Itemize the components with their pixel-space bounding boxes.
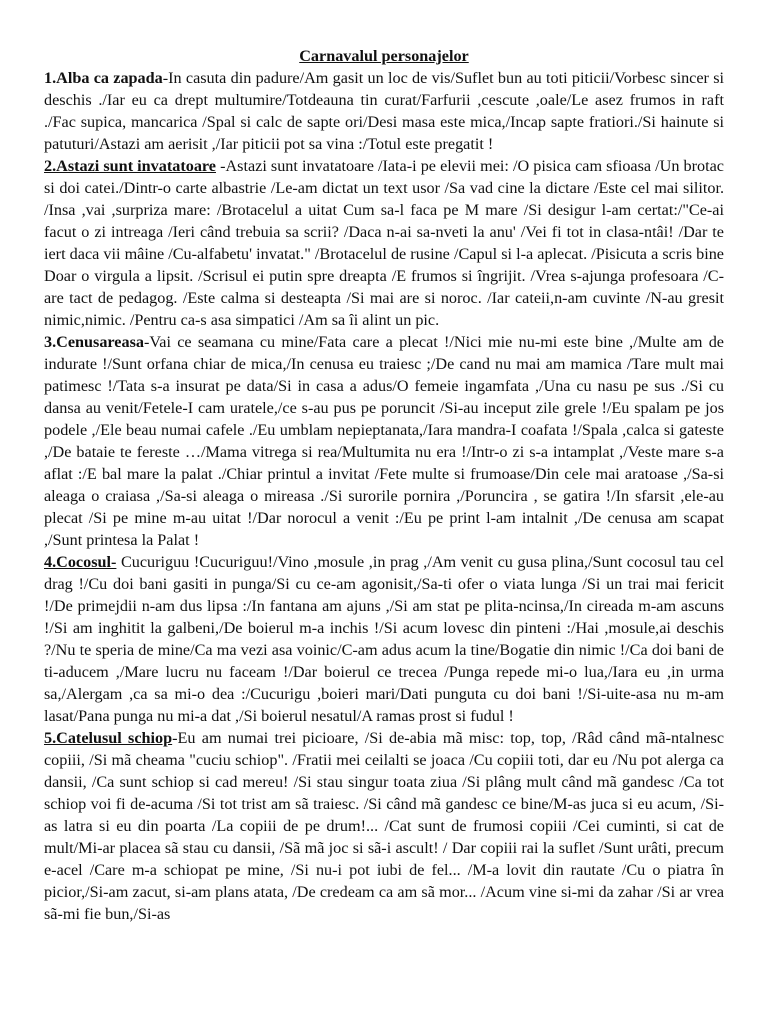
document-page: [44, 45, 724, 925]
section-astazi-sunt-invatatoare: [44, 155, 724, 331]
section-heading: 3.Cenusareasa: [44, 333, 144, 351]
section-heading: 1.Alba ca zapada: [44, 69, 163, 87]
section-text: Cucuriguu !Cucuriguu!/Vino ,mosule ,in prag ,/Am venit cu gusa plina,/Sunt cocosul tau cel drag !/Cu doi bani gasiti in punga/Si cu ce-am agonisit,/Sa-ti ofer o viata lunga /Si un trai mai fericit !/De primejdii n-am dus lipsa :/In fantana am ajuns ,/Si am stat pe plita-ncinsa,/In cireada m-am ascuns !/Si am inghitit la galbeni,/De boierul m-a inchis !/Si acum lovesc din pinteni :/Hai ,mosule,ai deschis ?/Nu te speria de mine/Ca ma vezi asa voinic/C-am adus acum la tine/Bogatie din nimic !/Ca doi bani de ti-aducem ,/Mare lucru nu faceam !/Dar boierul ce trecea /Punga repede mi-o lua,/Iara eu ,in urma sa,/Alergam ,ca sa mi-o dea :/Cucurigu ,boieri mari/Dati punguta cu doi bani !/Si-uite-asa nu m-am lasat/Pana punga nu mi-a dat ,/Si boierul nesatul/A ramas prost si fudul !: [44, 553, 724, 725]
section-heading: 2.Astazi sunt invatatoare: [44, 157, 216, 175]
section-text: -Eu am numai trei picioare, /Si de-abia mã misc: top, top, /Râd când mã-ntalnesc copiii, /Si mã cheama "cuciu schiop". /Fratii mei ceilalti se joaca /Cu copiii toti, dar eu /Nu pot alerga ca dansii, /Ca sunt schiop si cad mereu! /Si stau singur toata ziua /Si plâng mult când mã gandesc /Ca tot schiop voi fi de-acuma /Si tot trist am sã traiesc. /Si când mã gandesc ce bine/M-as juca si eu acum, /Si-as latra si eu din poarta /La copiii de pe drum!... /Cat sunt de frumosi copiii /Cei cuminti, si cat de mult/Mi-ar placea sã stau cu dansii, /Sã mã joc si sã-i ascult! / Dar copiii rai la suflet /Sunt urâti, precum e-acel /Care m-a schiopat pe mine, /Si nu-i pot iubi de fel... /M-a lovit din rautate /Cu o piatra în picior,/Si-am zacut, si-am plans atata, /De credeam ca am sã mor... /Acum vine si-mi da zahar /Si ar vrea sã-mi fie bun,/Si-as: [44, 729, 724, 923]
section-cenusareasa: [44, 331, 724, 551]
section-alba-ca-zapada: [44, 67, 724, 155]
section-heading: 5.Catelusul schiop: [44, 729, 173, 747]
section-cocosul: [44, 551, 724, 727]
section-text: -Vai ce seamana cu mine/Fata care a plecat !/Nici mie nu-mi este bine ,/Multe am de indurate !/Sunt orfana chiar de mica,/In cenusa eu traiesc ;/De cand nu mai am mamica /Tare mult mai patimesc !/Tata s-a insurat pe data/Si in casa a adus/O femeie ingamfata ,/Una cu nasu pe sus ./Si cu dansa au venit/Fetele-I cam uratele,/ce s-au pus pe poruncit /Si-au inceput zile grele !/Eu spalam pe jos podele ,/Ele beau numai cafele ./Eu umblam nepieptanata,/Iara mandra-I coafata !/Spala ,calca si gateste ,/De bataie te fereste …/Mama vitrega si rea/Multumita nu era !/Intr-o zi s-a intamplat ,/Veste mare s-a aflat :/E bal mare la palat ./Chiar printul a invitat /Fete multe si frumoase/Din cele mai aratoase ,/Sa-si aleaga o craiasa ,/Sa-si aleaga o mireasa ./Si surorile pornira ,/Poruncira , se gatira !/In sfarsit ,ele-au plecat /Si pe mine m-au uitat !/Dar norocul a venit :/Eu pe print l-am intalnit ,/De cenusa am scapat ,/Sunt printesa la Palat !: [44, 333, 724, 549]
section-heading: 4.Cocosul-: [44, 553, 117, 571]
section-catelusul-schiop: [44, 727, 724, 925]
section-text: -In casuta din padure/Am gasit un loc de vis/Suflet bun au toti piticii/Vorbesc sincer si deschis ./Iar eu ca drept multumire/Totdeauna tin curat/Farfurii ,cescute ,oale/Le asez frumos in raft ./Fac supica, mancarica /Spal si calc de sapte ori/Desi masa este mica,/Incap sapte fratiori./Si hainute si patuturi/Astazi am aerisit ,/Iar piticii pot sa vina :/Totul este pregatit !: [44, 69, 724, 153]
section-text: -Astazi sunt invatatoare /Iata-i pe elevii mei: /O pisica cam sfioasa /Un brotac si doi catei./Dintr-o carte albastrie /Le-am dictat un text usor /Sa vad cine la dictare /Este cel mai silitor. /Insa ,vai ,surpriza mare: /Brotacelul a uitat Cum sa-l faca pe M mare /Si desigur l-am certat:/"Ce-ai facut o zi intreaga /Ieri când trebuia sa scrii? /Daca n-ai sa-nveti la anu' /Vei fi tot in clasa-ntâi! /Dar te iert daca vii mâine /Cu-alfabetu' invatat." /Brotacelul de rusine /Capul si l-a aplecat. /Pisicuta a scris bine Doar o virgula a lipsit. /Scrisul ei putin spre dreapta /E frumos si îngrijit. /Vrea s-ajunga profesoara /C-are tact de pedagog. /Este calma si desteapta /Si mai are si noroc. /Iar cateii,n-am cuvinte /N-au gresit nimic,nimic. /Pentru ca-s asa simpatici /Am sa îi alint un pic.: [44, 157, 724, 329]
document-title: Carnavalul personajelor: [299, 47, 469, 65]
